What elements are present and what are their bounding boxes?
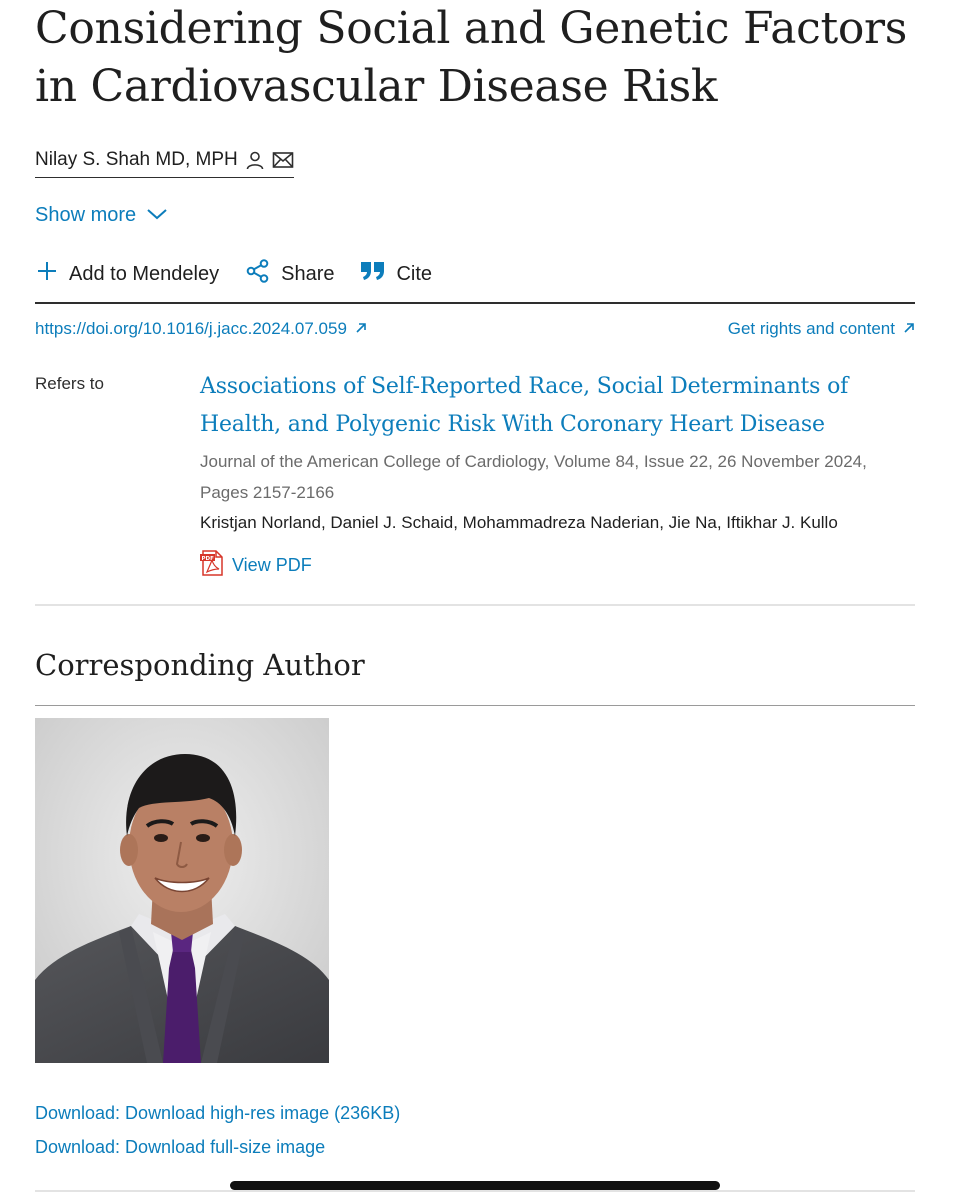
doi-link[interactable]: [35, 319, 367, 339]
person-icon: [244, 149, 266, 171]
pdf-icon: [200, 550, 224, 581]
view-pdf-link[interactable]: [200, 550, 312, 581]
download-fullsize-link[interactable]: Download: Download full-size image: [35, 1137, 326, 1157]
plus-icon: [35, 259, 59, 289]
show-more-toggle[interactable]: [35, 204, 168, 227]
mendeley-label: Add to Mendeley: [69, 262, 220, 285]
share-button[interactable]: [245, 258, 334, 290]
external-link-icon: [355, 319, 367, 339]
envelope-icon[interactable]: [272, 149, 294, 171]
refers-to-label: Refers to: [35, 374, 104, 393]
download-highres-link[interactable]: Download: Download high-res image (236KB): [35, 1103, 401, 1123]
referenced-journal-info: Journal of the American College of Cardiology, Volume 84, Issue 22, 26 November 2024, Pages 2157-2166: [200, 452, 867, 502]
view-pdf-label: View PDF: [232, 555, 312, 575]
quote-icon: [360, 260, 386, 288]
external-link-icon: [903, 319, 915, 339]
author-link[interactable]: [35, 145, 294, 178]
referenced-authors: Kristjan Norland, Daniel J. Schaid, Mohammadreza Naderian, Jie Na, Iftikhar J. Kullo: [200, 513, 838, 532]
get-rights-link[interactable]: [728, 319, 915, 339]
heading-divider: [35, 705, 915, 706]
rights-text: Get rights and content: [727, 319, 895, 338]
show-more-label: Show more: [35, 204, 137, 226]
corresponding-author-heading: Corresponding Author: [35, 648, 365, 682]
chevron-down-icon: [146, 204, 168, 227]
share-icon: [245, 258, 271, 290]
cite-label: Cite: [396, 262, 433, 285]
page-title: Considering Social and Genetic Factors in Cardiovascular Disease Risk: [35, 3, 908, 112]
article-actions: [35, 258, 432, 290]
author-photo[interactable]: [35, 718, 329, 1063]
pdf-icon-text: PDF: [201, 556, 214, 562]
actions-divider: [35, 302, 915, 304]
share-label: Share: [281, 262, 335, 285]
cite-button[interactable]: [360, 260, 432, 288]
section-divider: [35, 604, 915, 606]
bottom-divider: [35, 1190, 915, 1192]
add-to-mendeley-button[interactable]: [35, 259, 219, 289]
referenced-article-title[interactable]: Associations of Self-Reported Race, Social Determinants of Health, and Polygenic Risk With Coronary Heart Disease: [200, 374, 849, 437]
home-indicator[interactable]: [230, 1181, 720, 1190]
author-name[interactable]: Nilay S. Shah MD, MPH: [35, 149, 238, 170]
doi-text: https://doi.org/10.1016/j.jacc.2024.07.059: [35, 319, 347, 338]
